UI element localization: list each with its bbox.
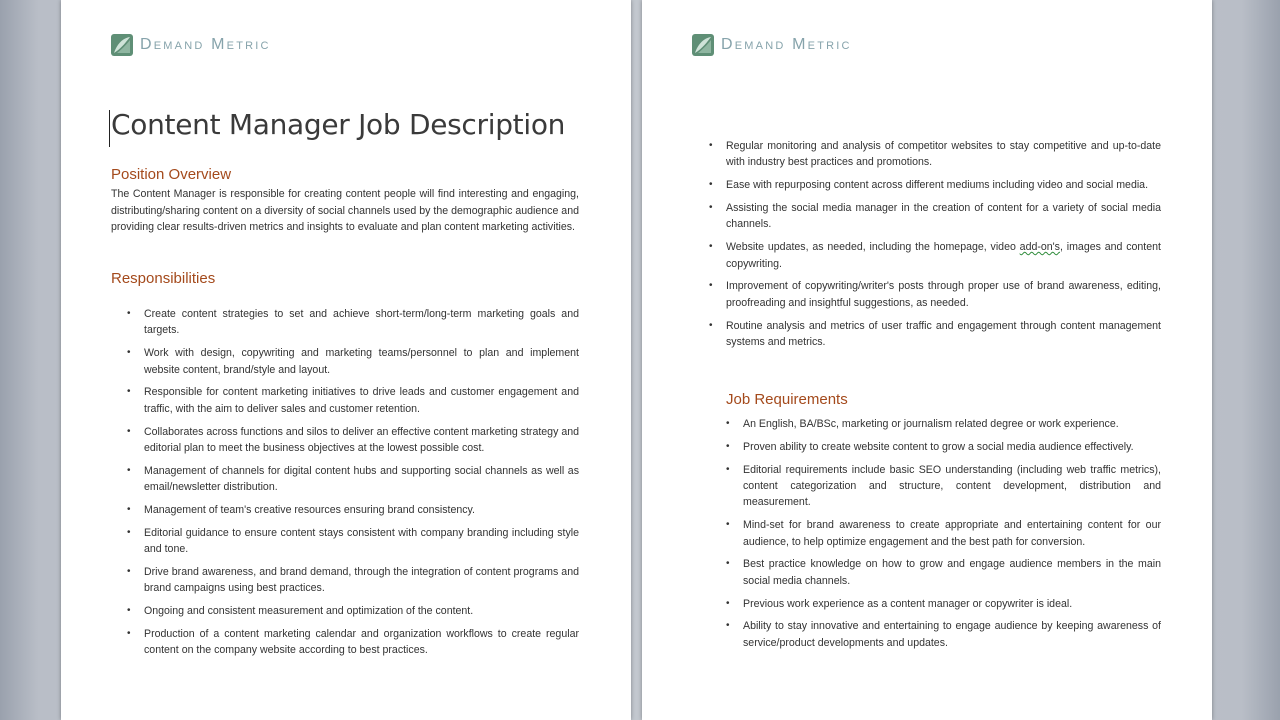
demand-metric-logo-icon [111,34,133,56]
job-requirements-list [743,416,1161,658]
list-item: • Collaborates across functions and silos to deliver an effective content marketing strategy and editorial plan to meet the business objectives at the lowest possible cost. [144,424,579,457]
list-item: • Proven ability to create website content to grow a social media audience effectively. [743,439,1161,455]
brand-name: Demand Metric [721,36,852,53]
list-item: • Editorial guidance to ensure content stays consistent with company branding including style and tone. [144,525,579,558]
list-item: • Regular monitoring and analysis of competitor websites to stay competitive and up-to-date with industry best practices and promotions. [726,138,1161,171]
list-item: • Improvement of copywriting/writer's posts through proper use of brand awareness, editing, proofreading and insightful suggestions, as needed. [726,278,1161,311]
responsibilities-list [144,306,579,665]
list-item: • Ongoing and consistent measurement and optimization of the content. [144,603,579,619]
responsibilities-continued-list [726,138,1161,357]
list-item: • Assisting the social media manager in the creation of content for a variety of social media channels. [726,200,1161,233]
list-item: • Work with design, copywriting and marketing teams/personnel to plan and implement website content, brand/style and layout. [144,345,579,378]
position-overview-heading: Position Overview [111,166,232,183]
website-item-end: , images and content copywriting. [726,241,1161,270]
brand-name: Demand Metric [140,36,271,53]
list-item: • Ability to stay innovative and entertaining to engage audience by keeping awareness of service/product developments and updates. [743,618,1161,651]
list-item [726,239,1161,272]
document-page-2 [642,0,1212,720]
spelling-flagged-word[interactable]: add-on's [1019,241,1060,254]
job-requirements-heading: Job Requirements [726,391,848,408]
list-item: • An English, BA/BSc, marketing or journalism related degree or work experience. [743,416,1161,432]
list-item: • Mind-set for brand awareness to create appropriate and entertaining content for our audience, to help optimize engagement and the best path for conversion. [743,517,1161,550]
text-cursor [109,110,110,147]
list-item: • Best practice knowledge on how to grow and engage audience members in the main social media channels. [743,556,1161,589]
website-item-start: Website updates, as needed, including the homepage, video [726,241,1020,254]
list-item: • Ease with repurposing content across different mediums including video and social media. [726,177,1161,193]
list-item: • Previous work experience as a content manager or copywriter is ideal. [743,596,1161,612]
list-item: • Management of team's creative resources ensuring brand consistency. [144,502,579,518]
brand-logo [692,34,852,56]
list-item: • Management of channels for digital content hubs and supporting social channels as well as email/newsletter distribution. [144,463,579,496]
position-overview-text: The Content Manager is responsible for creating content people will find interesting and engaging, distributing/sharing content on a diversity of social channels used by the demographic audience and providing clear results-driven metrics and insights to evaluate and plan content marketing activities. [111,188,579,234]
list-item: • Production of a content marketing calendar and organization workflows to create regular content on the company website according to best practices. [144,626,579,659]
document-page-1 [61,0,631,720]
responsibilities-heading: Responsibilities [111,270,216,287]
list-item: • Responsible for content marketing initiatives to drive leads and customer engagement and traffic, with the aim to deliver sales and customer retention. [144,384,579,417]
demand-metric-logo-icon [692,34,714,56]
document-title[interactable]: Content Manager Job Description [111,108,566,141]
list-item: • Drive brand awareness, and brand demand, through the integration of content programs and brand campaigns using best practices. [144,564,579,597]
list-item: • Create content strategies to set and achieve short-term/long-term marketing goals and targets. [144,306,579,339]
list-item: • Editorial requirements include basic SEO understanding (including web traffic metrics), content categorization and structure, content development, distribution and measurement. [743,462,1161,511]
list-item: • Routine analysis and metrics of user traffic and engagement through content management systems and metrics. [726,318,1161,351]
brand-logo [111,34,271,56]
